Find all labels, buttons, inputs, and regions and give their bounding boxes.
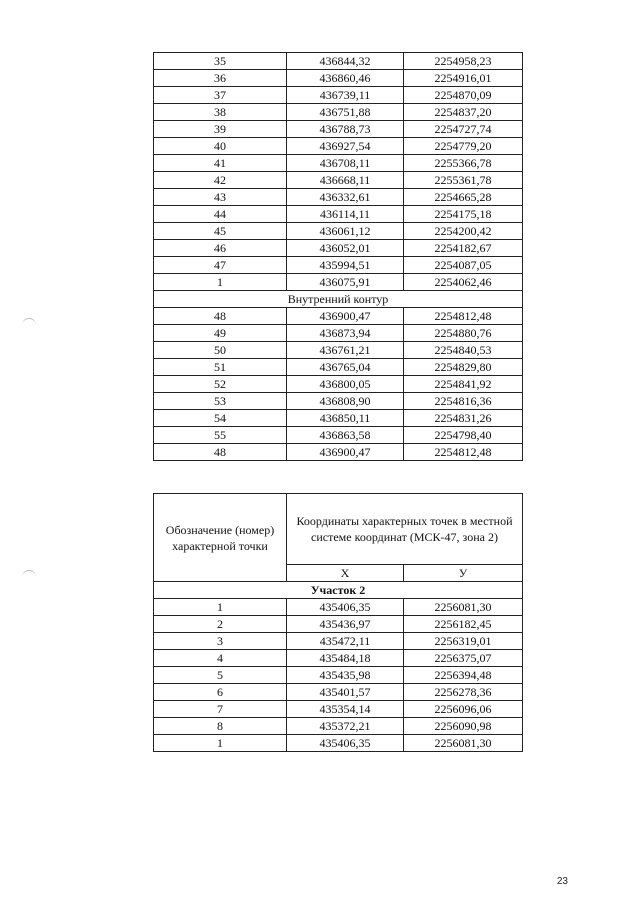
table-row [154,599,523,616]
x-coordinate-cell: 436800,05 [287,376,404,393]
point-number-cell: 46 [154,240,287,257]
y-coordinate-cell: 2256375,07 [404,650,523,667]
point-number-cell: 49 [154,325,287,342]
point-number-cell: 37 [154,87,287,104]
x-coordinate-cell: 435435,98 [287,667,404,684]
x-coordinate-cell: 435472,11 [287,633,404,650]
x-coordinate-cell: 435484,18 [287,650,404,667]
x-coordinate-cell: 436863,58 [287,427,404,444]
x-coordinate-cell: 436808,90 [287,393,404,410]
table-row [154,325,523,342]
header-row [154,494,523,565]
table-row [154,376,523,393]
y-coordinate-cell: 2254175,18 [404,206,523,223]
y-coordinate-cell: 2254816,36 [404,393,523,410]
point-number-cell: 54 [154,410,287,427]
x-coordinate-cell: 436061,12 [287,223,404,240]
coordinates-table-plot-2 [153,493,523,752]
table-row [154,53,523,70]
y-coordinate-cell: 2256096,06 [404,701,523,718]
table-row [154,735,523,752]
y-coordinate-cell: 2254880,76 [404,325,523,342]
header-point-label: Обозначение (номер) характерной точки [154,494,287,582]
y-coordinate-cell: 2254798,40 [404,427,523,444]
y-coordinate-cell: 2254812,48 [404,308,523,325]
point-number-cell: 41 [154,155,287,172]
y-coordinate-cell: 2254958,23 [404,53,523,70]
point-number-cell: 3 [154,633,287,650]
x-coordinate-cell: 436850,11 [287,410,404,427]
x-coordinate-cell: 436052,01 [287,240,404,257]
table-row [154,650,523,667]
y-coordinate-cell: 2254916,01 [404,70,523,87]
table-row [154,70,523,87]
point-number-cell: 50 [154,342,287,359]
point-number-cell: 1 [154,735,287,752]
hole-punch-mark [22,318,36,325]
hole-punch-mark [22,570,36,577]
point-number-cell: 42 [154,172,287,189]
x-coordinate-cell: 436114,11 [287,206,404,223]
table-row [154,410,523,427]
x-coordinate-cell: 436788,73 [287,121,404,138]
section-label-plot-2: Участок 2 [154,582,523,599]
section-label-inner-contour: Внутренний контур [154,291,523,308]
table-row [154,359,523,376]
point-number-cell: 38 [154,104,287,121]
y-coordinate-cell: 2254831,26 [404,410,523,427]
table-row [154,274,523,291]
page-number: 23 [556,876,568,887]
section-row [154,291,523,308]
x-coordinate-cell: 436708,11 [287,155,404,172]
table-row [154,444,523,461]
header-y: У [404,565,523,582]
table-row [154,121,523,138]
point-number-cell: 39 [154,121,287,138]
table-row [154,718,523,735]
x-coordinate-cell: 435354,14 [287,701,404,718]
y-coordinate-cell: 2256278,36 [404,684,523,701]
point-number-cell: 53 [154,393,287,410]
x-coordinate-cell: 436765,04 [287,359,404,376]
y-coordinate-cell: 2254840,53 [404,342,523,359]
y-coordinate-cell: 2254727,74 [404,121,523,138]
y-coordinate-cell: 2256182,45 [404,616,523,633]
y-coordinate-cell: 2256090,98 [404,718,523,735]
x-coordinate-cell: 436873,94 [287,325,404,342]
y-coordinate-cell: 2254779,20 [404,138,523,155]
x-coordinate-cell: 436668,11 [287,172,404,189]
x-coordinate-cell: 435436,97 [287,616,404,633]
table-row [154,308,523,325]
y-coordinate-cell: 2254087,05 [404,257,523,274]
table-row [154,667,523,684]
y-coordinate-cell: 2254182,67 [404,240,523,257]
table-row [154,87,523,104]
y-coordinate-cell: 2255366,78 [404,155,523,172]
x-coordinate-cell: 436844,32 [287,53,404,70]
coordinates-table-continued [153,52,523,461]
point-number-cell: 40 [154,138,287,155]
table-row [154,427,523,444]
point-number-cell: 8 [154,718,287,735]
table-row [154,206,523,223]
point-number-cell: 36 [154,70,287,87]
x-coordinate-cell: 436761,21 [287,342,404,359]
y-coordinate-cell: 2254200,42 [404,223,523,240]
y-coordinate-cell: 2255361,78 [404,172,523,189]
header-x: X [287,565,404,582]
y-coordinate-cell: 2254062,46 [404,274,523,291]
section-row [154,582,523,599]
point-number-cell: 6 [154,684,287,701]
x-coordinate-cell: 435372,21 [287,718,404,735]
table-row [154,633,523,650]
point-number-cell: 1 [154,274,287,291]
table-row [154,257,523,274]
point-number-cell: 52 [154,376,287,393]
point-number-cell: 5 [154,667,287,684]
x-coordinate-cell: 436332,61 [287,189,404,206]
x-coordinate-cell: 436075,91 [287,274,404,291]
x-coordinate-cell: 435406,35 [287,735,404,752]
y-coordinate-cell: 2256319,01 [404,633,523,650]
table-row [154,342,523,359]
y-coordinate-cell: 2254829,80 [404,359,523,376]
table-row [154,155,523,172]
table-row [154,240,523,257]
point-number-cell: 35 [154,53,287,70]
y-coordinate-cell: 2256394,48 [404,667,523,684]
x-coordinate-cell: 436751,88 [287,104,404,121]
x-coordinate-cell: 436900,47 [287,444,404,461]
table-row [154,223,523,240]
table-row [154,701,523,718]
point-number-cell: 48 [154,444,287,461]
table-row [154,172,523,189]
header-coordinates-label: Координаты характерных точек в местной системе координат (МСК-47, зона 2) [287,494,523,565]
point-number-cell: 4 [154,650,287,667]
y-coordinate-cell: 2254812,48 [404,444,523,461]
point-number-cell: 51 [154,359,287,376]
y-coordinate-cell: 2256081,30 [404,599,523,616]
x-coordinate-cell: 436739,11 [287,87,404,104]
table-row [154,138,523,155]
x-coordinate-cell: 436860,46 [287,70,404,87]
y-coordinate-cell: 2254870,09 [404,87,523,104]
point-number-cell: 43 [154,189,287,206]
y-coordinate-cell: 2254665,28 [404,189,523,206]
point-number-cell: 44 [154,206,287,223]
point-number-cell: 1 [154,599,287,616]
table-row [154,393,523,410]
point-number-cell: 55 [154,427,287,444]
x-coordinate-cell: 435994,51 [287,257,404,274]
x-coordinate-cell: 436927,54 [287,138,404,155]
table-row [154,189,523,206]
point-number-cell: 7 [154,701,287,718]
table-row [154,684,523,701]
y-coordinate-cell: 2254837,20 [404,104,523,121]
table-row [154,104,523,121]
point-number-cell: 2 [154,616,287,633]
x-coordinate-cell: 435406,35 [287,599,404,616]
table-row [154,616,523,633]
point-number-cell: 45 [154,223,287,240]
x-coordinate-cell: 435401,57 [287,684,404,701]
point-number-cell: 47 [154,257,287,274]
y-coordinate-cell: 2256081,30 [404,735,523,752]
x-coordinate-cell: 436900,47 [287,308,404,325]
y-coordinate-cell: 2254841,92 [404,376,523,393]
point-number-cell: 48 [154,308,287,325]
